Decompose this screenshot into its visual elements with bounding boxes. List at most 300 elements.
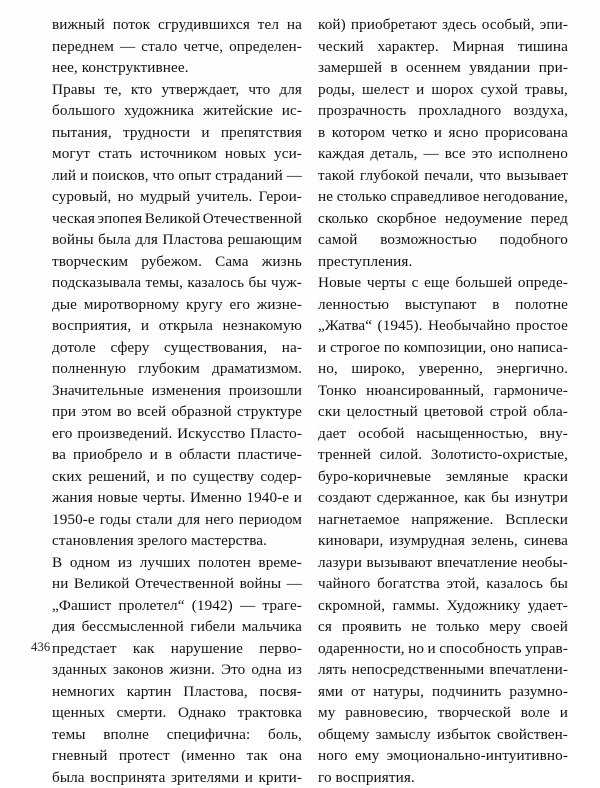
text-word: суровый, — [52, 186, 111, 208]
text-word: и — [156, 466, 164, 488]
text-word: вызывают — [367, 552, 433, 574]
text-word: скорбное — [377, 208, 437, 230]
text-run: нее, конструктивнее. — [52, 57, 189, 79]
text-word: законов — [113, 659, 164, 681]
text-word: структуре — [237, 401, 302, 423]
text-line — [52, 337, 302, 359]
text-word: Тонко — [318, 380, 357, 402]
text-word: пытания, — [52, 122, 112, 144]
text-word: време- — [258, 552, 302, 574]
text-word: Однако — [178, 702, 226, 724]
text-line — [318, 616, 568, 638]
text-line — [318, 401, 568, 423]
text-word: (1942) — [192, 595, 233, 617]
text-word: земляные — [446, 466, 509, 488]
text-word: источником — [140, 143, 217, 165]
text-word: решающим — [228, 229, 302, 251]
text-word: деталь, — [370, 143, 417, 165]
text-word: черты — [367, 272, 406, 294]
text-word: существу — [193, 466, 254, 488]
text-word: Правы — [52, 79, 95, 101]
text-word: зданных — [52, 659, 107, 681]
text-word: и — [80, 165, 88, 187]
text-line — [52, 595, 302, 617]
text-line — [52, 681, 302, 703]
text-word: Мирная — [453, 36, 505, 58]
text-word: дотоле — [52, 337, 96, 359]
text-word: но — [408, 638, 424, 660]
text-word: четко — [392, 122, 428, 144]
text-word: лий — [52, 165, 76, 187]
text-word: утверждает, — [161, 79, 239, 101]
text-word: жизни. — [170, 659, 215, 681]
text-word: Великой — [74, 573, 130, 595]
text-run: го восприятия. — [318, 767, 415, 788]
text-word: в — [390, 57, 397, 79]
text-word: управ- — [525, 638, 568, 660]
text-line — [52, 702, 302, 724]
text-line — [318, 466, 568, 488]
text-word: сухой — [481, 79, 518, 101]
text-word: в — [492, 294, 499, 316]
text-line — [318, 509, 568, 531]
text-word: она — [279, 745, 302, 767]
text-word: особый, — [482, 14, 535, 36]
text-word: дия — [52, 616, 75, 638]
text-word: и — [318, 337, 326, 359]
text-line — [318, 702, 568, 724]
text-line — [318, 122, 568, 144]
text-line — [318, 595, 568, 617]
text-word: и — [416, 79, 424, 101]
text-word: прохладного — [419, 100, 502, 122]
text-word: него — [205, 509, 234, 531]
text-word: воле — [521, 702, 550, 724]
text-line — [318, 57, 568, 79]
text-word: жизне- — [257, 294, 302, 316]
text-word: роды, — [318, 79, 355, 101]
text-word: Золотисто-охристые, — [431, 444, 568, 466]
text-word: „Фашист — [52, 595, 111, 617]
text-line — [318, 229, 568, 251]
text-word: открыла — [159, 315, 213, 337]
text-word: нюансированный, — [366, 380, 484, 402]
text-word: и — [428, 638, 436, 660]
text-word: но — [118, 186, 134, 208]
text-word: недоумение — [445, 208, 522, 230]
text-word: чайного — [318, 573, 370, 595]
text-word: его — [230, 294, 251, 316]
text-word: общему — [318, 724, 370, 746]
text-word: подчинить — [432, 681, 502, 703]
text-word: полотне — [515, 294, 568, 316]
text-line — [52, 229, 302, 251]
text-word: ему — [355, 745, 379, 767]
text-word: разумно- — [509, 681, 568, 703]
text-word: шелест — [362, 79, 409, 101]
text-line — [52, 186, 302, 208]
text-word: меру — [489, 616, 521, 638]
text-word: 1940-е — [246, 487, 289, 509]
text-word: нагнетаемое — [318, 509, 400, 531]
text-line — [52, 444, 302, 466]
text-line — [52, 659, 302, 681]
text-line — [52, 745, 302, 767]
text-word: Пласто- — [250, 423, 302, 445]
text-line — [52, 57, 302, 79]
text-word: — — [423, 143, 438, 165]
text-word: по — [384, 337, 400, 359]
text-word: зелень, — [471, 530, 518, 552]
text-word: бы — [249, 272, 267, 294]
text-word: решений, — [88, 466, 150, 488]
text-line — [52, 487, 302, 509]
text-word: простое — [516, 315, 568, 337]
text-word: гибели — [190, 616, 235, 638]
text-line — [52, 36, 302, 58]
text-word: при — [52, 401, 76, 423]
text-word: изумрудная — [390, 530, 465, 552]
text-word: цветовой — [424, 401, 484, 423]
text-word: синева — [524, 530, 568, 552]
text-word: композиции, — [404, 337, 487, 359]
text-word: изменения — [152, 380, 221, 402]
text-line — [318, 573, 568, 595]
text-word: его — [52, 423, 73, 445]
text-word: Значительные — [52, 380, 144, 402]
text-word: с — [412, 272, 419, 294]
text-word: протест — [119, 745, 170, 767]
text-word: все — [445, 143, 466, 165]
text-word: это — [472, 143, 493, 165]
text-word: 1950-е — [52, 509, 95, 531]
text-word: дает — [318, 423, 346, 445]
text-word: Пластова — [163, 229, 224, 251]
text-word: избыток — [437, 724, 491, 746]
text-word: скромной, — [318, 595, 385, 617]
text-word: темы, — [146, 272, 184, 294]
text-word: создают — [318, 487, 371, 509]
text-word: богатства — [377, 573, 440, 595]
text-word: негодование, — [483, 186, 568, 208]
text-word: лять — [318, 659, 347, 681]
text-word: предстает — [52, 638, 117, 660]
text-word: специфична: — [167, 724, 251, 746]
text-word: сдержанное, — [377, 487, 459, 509]
text-word: прорисована — [485, 122, 568, 144]
text-line — [318, 294, 568, 316]
text-column-left — [52, 14, 302, 788]
text-word: крити- — [258, 767, 302, 788]
text-word: Великой — [145, 208, 201, 230]
text-word: вполне — [103, 724, 149, 746]
text-word: киновари, — [318, 530, 383, 552]
text-word: ческий — [318, 36, 364, 58]
text-line — [318, 100, 568, 122]
text-word: содер- — [260, 466, 302, 488]
text-word: на — [287, 14, 302, 36]
text-word: области — [179, 444, 230, 466]
text-word: буро-коричневые — [318, 466, 431, 488]
text-word: Всплески — [505, 509, 568, 531]
text-line — [52, 14, 302, 36]
text-word: жизнь — [262, 251, 302, 273]
text-word: четче, — [183, 36, 223, 58]
text-word: в — [165, 444, 172, 466]
text-word: тишина — [518, 36, 568, 58]
text-word: лучших — [140, 552, 191, 574]
text-word: препятствия — [221, 122, 302, 144]
text-line — [52, 100, 302, 122]
text-line — [52, 616, 302, 638]
text-word: нарушение — [171, 638, 243, 660]
text-word: (именно — [181, 745, 235, 767]
text-word: и — [201, 122, 209, 144]
text-line — [52, 423, 302, 445]
text-word: одном — [70, 552, 110, 574]
text-line — [318, 337, 568, 359]
text-word: В — [52, 552, 62, 574]
text-word: ческая — [52, 208, 95, 230]
text-word: замершей — [318, 57, 382, 79]
text-word: кругу — [186, 294, 223, 316]
text-word: войны — [240, 573, 282, 595]
text-word: но, — [318, 358, 338, 380]
text-word: гаммы. — [393, 595, 440, 617]
text-word: образной — [171, 401, 231, 423]
text-word: Отечественной — [203, 208, 302, 230]
text-word: своей — [531, 616, 568, 638]
text-word: особой — [358, 423, 404, 445]
text-word: щенных — [52, 702, 105, 724]
text-word: непосредственными — [352, 659, 485, 681]
text-word: ва — [52, 444, 66, 466]
text-word: что — [248, 79, 270, 101]
text-word: чуж- — [271, 272, 302, 294]
text-line — [318, 380, 568, 402]
text-line — [318, 552, 568, 574]
text-word: одна — [251, 659, 281, 681]
text-word: художника — [124, 100, 194, 122]
text-word: сгрудившихся — [158, 14, 250, 36]
text-word: стало — [141, 36, 177, 58]
text-word: сферу — [110, 337, 149, 359]
text-word: осеннем — [406, 57, 461, 79]
text-column-right — [318, 14, 568, 788]
text-line — [318, 272, 568, 294]
text-word: по — [171, 466, 187, 488]
text-word: энергично. — [497, 358, 569, 380]
text-word: от — [351, 681, 365, 703]
text-word: уверенно, — [419, 358, 483, 380]
text-word: Именно — [190, 487, 242, 509]
text-word: пролетел“ — [119, 595, 185, 617]
text-word: воспринята — [90, 767, 165, 788]
text-word: подобного — [500, 229, 568, 251]
text-word: казалось — [187, 272, 244, 294]
text-word: только — [436, 616, 479, 638]
text-line — [52, 208, 302, 230]
text-line — [52, 724, 302, 746]
text-word: натуры, — [373, 681, 424, 703]
text-word: ни — [52, 573, 68, 595]
text-word: — — [287, 165, 302, 187]
text-run: становления зрелого мастерства. — [52, 530, 267, 552]
text-word: исполнено — [499, 143, 568, 165]
text-word: написа- — [518, 337, 568, 359]
text-line — [52, 79, 302, 101]
text-word: существования, — [164, 337, 267, 359]
text-word: миротворному — [84, 294, 179, 316]
text-word: при- — [539, 57, 568, 79]
text-word: оно — [490, 337, 514, 359]
text-word: ленностью — [318, 294, 389, 316]
text-word: для — [178, 509, 201, 531]
text-word: не — [411, 616, 426, 638]
text-word: этой, — [447, 573, 480, 595]
text-word: была — [52, 767, 85, 788]
page-number: 436 — [31, 639, 50, 655]
text-word: опыт — [178, 165, 211, 187]
text-word: всей — [137, 401, 166, 423]
text-word: гармониче- — [494, 380, 568, 402]
text-line — [318, 315, 568, 337]
text-word: Искусство — [177, 423, 245, 445]
text-word: Герои- — [259, 186, 302, 208]
text-word: и — [150, 444, 158, 466]
text-word: вызывает — [506, 165, 567, 187]
text-word: стать — [98, 143, 132, 165]
text-word: такой — [318, 165, 354, 187]
text-word: трактовка — [238, 702, 302, 724]
text-word: глубокой — [360, 165, 419, 187]
text-line — [52, 767, 302, 788]
text-word: могут — [52, 143, 90, 165]
text-line — [318, 358, 568, 380]
text-word: для — [279, 79, 302, 101]
text-word: насыщенностью, — [416, 423, 527, 445]
text-word: — — [120, 36, 135, 58]
text-line — [318, 423, 568, 445]
text-word: траге- — [262, 595, 302, 617]
text-word: поток — [113, 14, 150, 36]
text-word: на- — [282, 337, 302, 359]
text-word: ясно — [449, 122, 479, 144]
text-line — [318, 487, 568, 509]
text-word: ями — [318, 681, 343, 703]
text-word: эпопея — [97, 208, 142, 230]
text-word: необы- — [522, 552, 568, 574]
text-word: бы — [491, 487, 509, 509]
text-word: периодом — [239, 509, 302, 531]
text-line — [52, 401, 302, 423]
text-word: опреде- — [518, 272, 568, 294]
text-word: большого — [52, 100, 115, 122]
text-word: полотен — [198, 552, 251, 574]
text-line — [52, 294, 302, 316]
text-word: так — [247, 745, 268, 767]
text-word: произошли — [229, 380, 302, 402]
text-word: казалось — [486, 573, 543, 595]
text-word: Необычайно — [428, 315, 510, 337]
text-line — [52, 509, 302, 531]
text-word: Пластова, — [183, 681, 247, 703]
text-word: ного — [318, 745, 348, 767]
text-word: новые — [98, 487, 138, 509]
text-word: краски — [523, 466, 568, 488]
text-word: силой. — [380, 444, 423, 466]
text-word: напряжение. — [411, 509, 493, 531]
text-word: Отечественной — [135, 573, 234, 595]
text-word: приобретают — [351, 14, 437, 36]
text-word: поисков, — [92, 165, 149, 187]
text-word: строй — [490, 401, 527, 423]
text-word: удает- — [528, 595, 568, 617]
text-word: строгое — [330, 337, 380, 359]
text-word: переднем — [52, 36, 114, 58]
text-word: кто — [131, 79, 153, 101]
text-line — [318, 165, 568, 187]
text-word: что — [153, 165, 175, 187]
text-word: страданий — [215, 165, 283, 187]
text-word: немногих — [52, 681, 115, 703]
text-line — [318, 767, 568, 788]
text-word: равновесию, — [345, 702, 428, 724]
text-word: войны — [52, 229, 94, 251]
text-word: перво- — [259, 638, 302, 660]
text-word: котором — [332, 122, 385, 144]
text-word: прозрачность — [318, 100, 406, 122]
text-word: гневный — [52, 745, 107, 767]
text-line — [52, 573, 302, 595]
text-word: рубежом. — [141, 251, 202, 273]
text-word: бы — [550, 573, 568, 595]
text-word: и — [245, 767, 253, 788]
text-word: „Жатва“ — [318, 315, 372, 337]
text-word: здесь — [442, 14, 477, 36]
text-word: жания — [52, 487, 93, 509]
text-word: широко, — [351, 358, 405, 380]
text-word: Сама — [215, 251, 249, 273]
text-word: житейские — [203, 100, 273, 122]
text-line — [318, 251, 568, 273]
text-word: те, — [104, 79, 121, 101]
text-line — [52, 165, 302, 187]
text-line — [318, 79, 568, 101]
text-word: стали — [136, 509, 173, 531]
text-word: обла- — [533, 401, 568, 423]
text-word: из — [118, 552, 132, 574]
text-word: годы — [100, 509, 131, 531]
text-word: драматизмом. — [212, 358, 302, 380]
text-word: Новые — [318, 272, 361, 294]
text-word: самой — [318, 229, 358, 251]
text-word: Художнику — [447, 595, 521, 617]
text-word: бессмысленной — [82, 616, 184, 638]
text-word: темы — [52, 724, 86, 746]
text-word: перед — [531, 208, 568, 230]
text-word: целостный — [347, 401, 418, 423]
text-word: — — [240, 595, 255, 617]
text-line — [52, 143, 302, 165]
text-word: новых — [225, 143, 266, 165]
text-word: Это — [221, 659, 245, 681]
text-word: посвя- — [260, 681, 302, 703]
text-word: ских — [52, 466, 82, 488]
text-line — [318, 186, 568, 208]
text-line — [52, 466, 302, 488]
text-word: этом — [81, 401, 111, 423]
